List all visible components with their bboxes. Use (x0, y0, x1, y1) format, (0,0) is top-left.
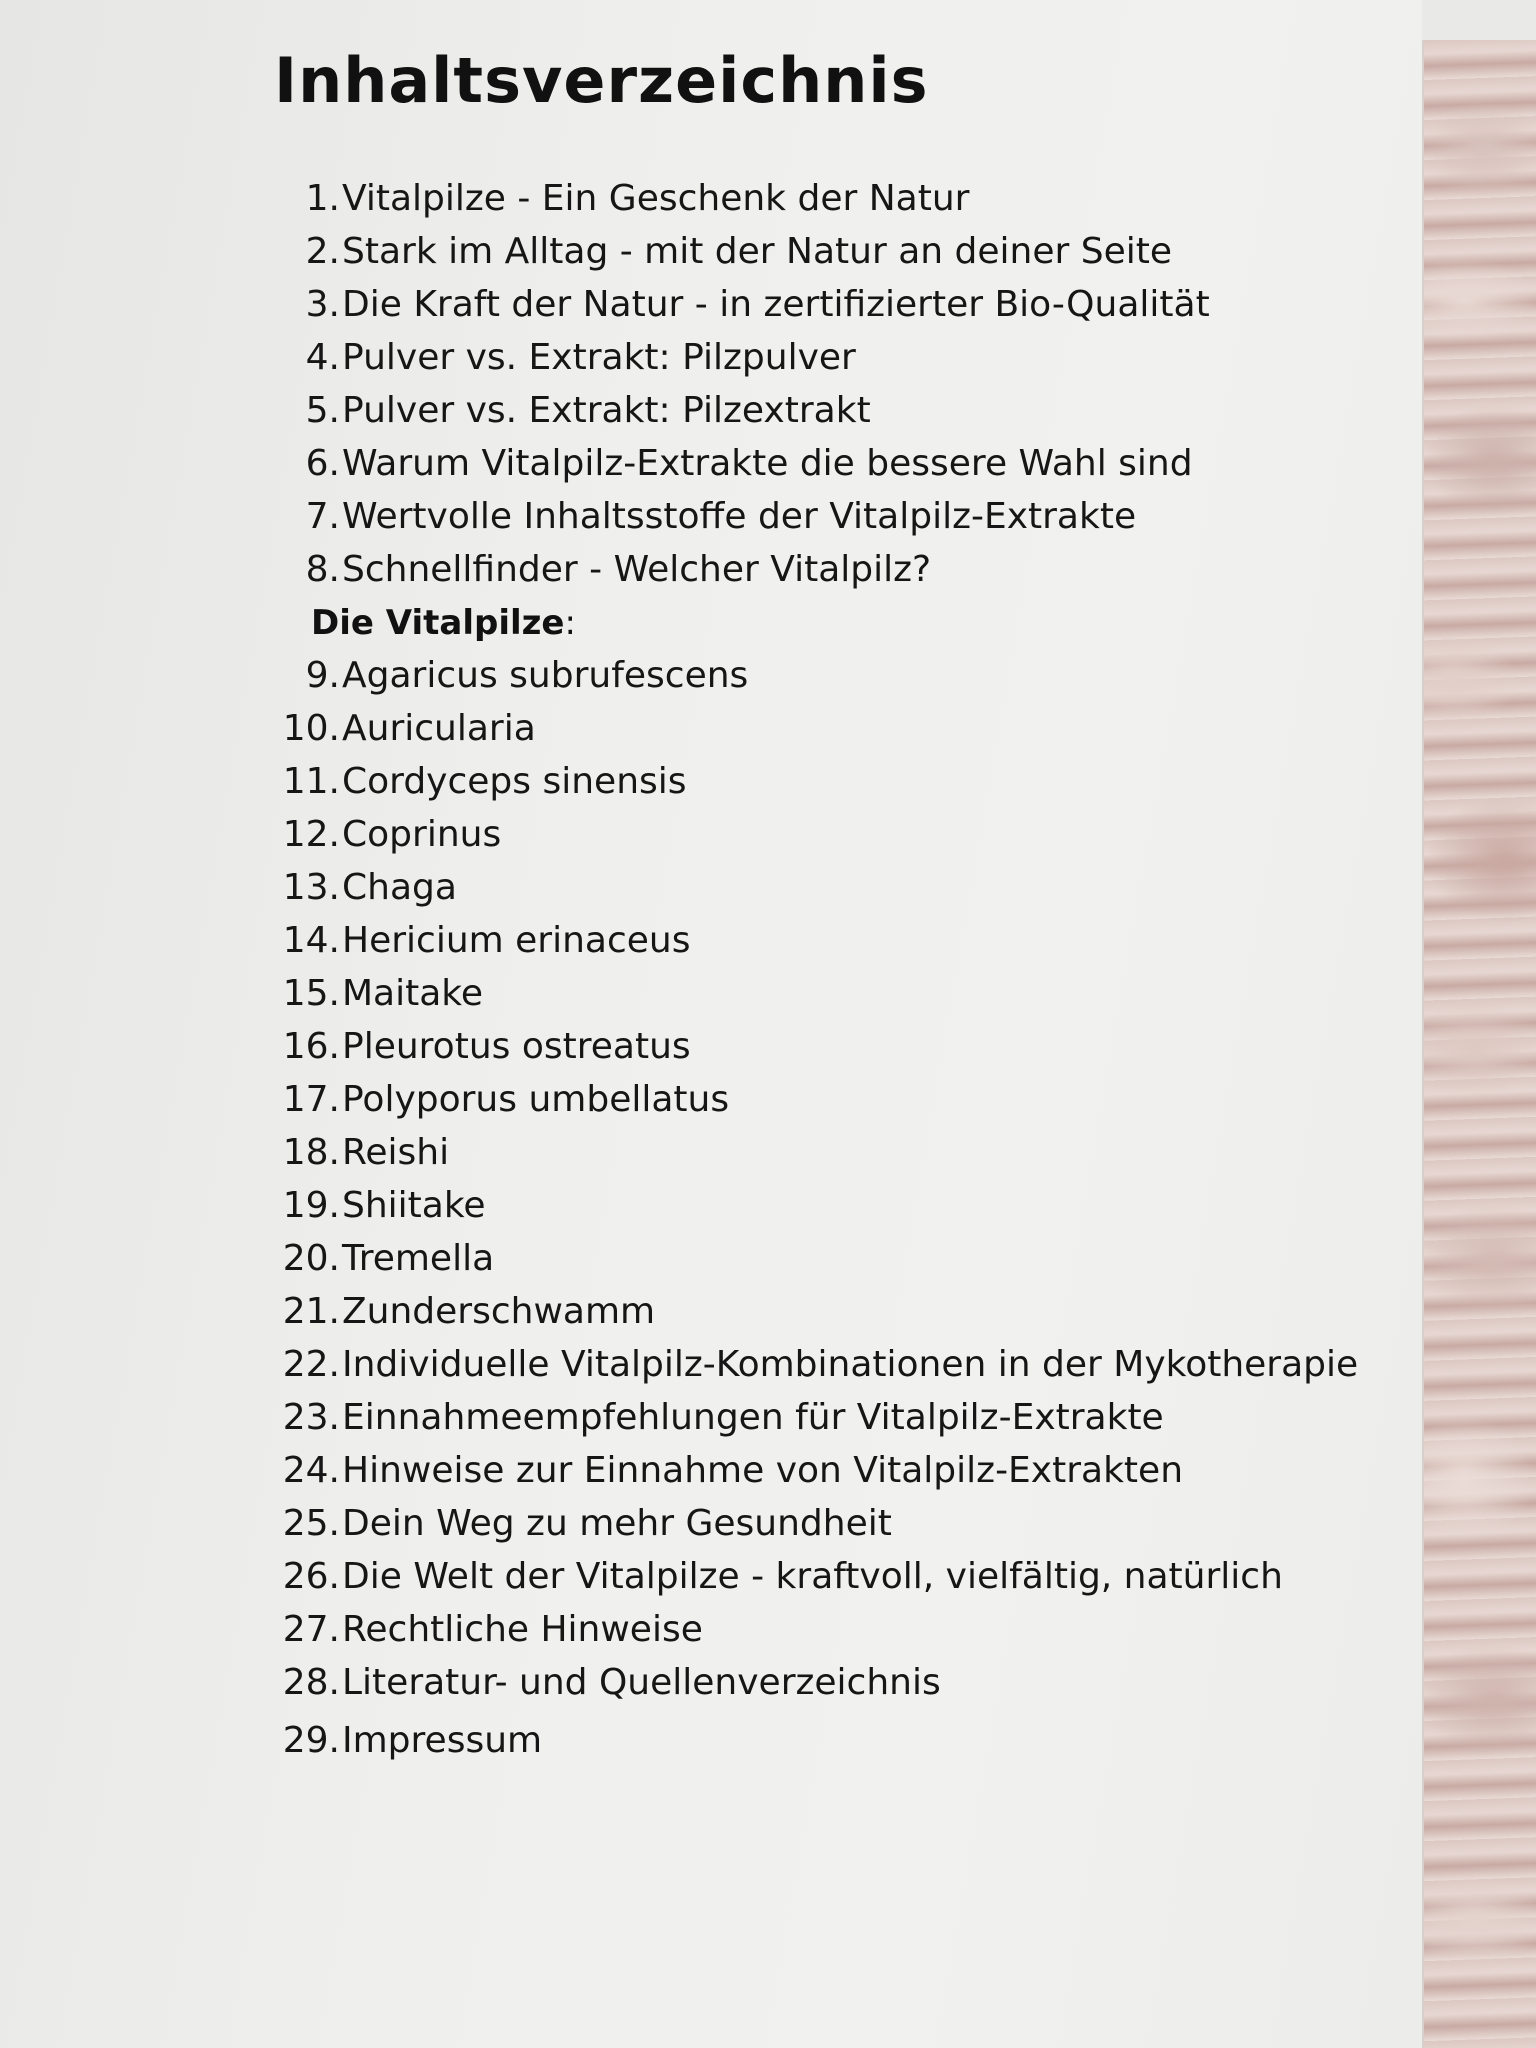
toc-entry-number-wrap (0, 1289, 340, 1335)
mushroom-photo-strip (1422, 40, 1536, 2048)
toc-entry-title: Zunderschwamm (342, 1291, 656, 1332)
page-title: Inhaltsverzeichnis (274, 44, 929, 117)
toc-entry-number-wrap (0, 494, 340, 540)
toc-entry-number-wrap (0, 1448, 340, 1494)
toc-entry-title: Cordyceps sinensis (342, 761, 687, 802)
toc-entry-number-wrap (0, 547, 340, 593)
toc-entry-title: Shiitake (342, 1185, 486, 1226)
toc-entry-number-wrap (0, 865, 340, 911)
toc-entry-number: 19. (282, 1185, 340, 1226)
toc-entry-title: Hinweise zur Einnahme von Vitalpilz-Extrakten (342, 1450, 1184, 1491)
toc-entry-number: 16. (282, 1026, 340, 1067)
toc-entry-number: 25. (282, 1503, 340, 1544)
toc-entry-number: 8. (305, 549, 340, 590)
toc-entry-number-wrap (0, 176, 340, 222)
toc-entry-number: 23. (282, 1397, 340, 1438)
toc-entry-number: 1. (305, 178, 340, 219)
toc-entry-number-wrap (0, 1554, 340, 1600)
toc-entry-number: 17. (282, 1079, 340, 1120)
toc-entry-number-wrap (0, 1236, 340, 1282)
toc-entry-title: Einnahmeempfehlungen für Vitalpilz-Extrakte (342, 1397, 1164, 1438)
toc-entry-title: Polyporus umbellatus (342, 1079, 730, 1120)
toc-entry-title: Coprinus (342, 814, 502, 855)
toc-entry-number-wrap (0, 335, 340, 381)
toc-entry-number: 15. (282, 973, 340, 1014)
toc-entry-number: 7. (305, 496, 340, 537)
toc-entry-number: 9. (305, 655, 340, 696)
toc-entry-title: Hericium erinaceus (342, 920, 691, 961)
toc-entry-title: Agaricus subrufescens (342, 655, 749, 696)
toc-entry-number-wrap (0, 1024, 340, 1070)
toc-entry-title: Schnellfinder - Welcher Vitalpilz? (342, 549, 932, 590)
section-heading-colon: : (564, 603, 576, 643)
toc-entry-number-wrap (0, 388, 340, 434)
toc-entry-number-wrap (0, 706, 340, 752)
toc-entry-title: Vitalpilze - Ein Geschenk der Natur (342, 178, 970, 219)
toc-entry-number-wrap (0, 1501, 340, 1547)
toc-entry-number: 24. (282, 1450, 340, 1491)
toc-entry-number-wrap (0, 1130, 340, 1176)
toc-entry-number: 18. (282, 1132, 340, 1173)
toc-entry-number-wrap (0, 653, 340, 699)
toc-entry-number: 4. (305, 337, 340, 378)
toc-entry-number: 12. (282, 814, 340, 855)
toc-entry-title: Literatur- und Quellenverzeichnis (342, 1662, 941, 1703)
toc-entry-title: Pleurotus ostreatus (342, 1026, 691, 1067)
toc-entry-title: Impressum (342, 1720, 543, 1761)
toc-entry-title: Rechtliche Hinweise (342, 1609, 703, 1650)
toc-entry-number: 5. (305, 390, 340, 431)
toc-entry-title: Maitake (342, 973, 484, 1014)
toc-entry-number-wrap (0, 918, 340, 964)
section-heading (311, 600, 576, 646)
toc-entry-title: Pulver vs. Extrakt: Pilzpulver (342, 337, 856, 378)
toc-entry-number: 6. (305, 443, 340, 484)
toc-entry-title: Tremella (342, 1238, 495, 1279)
toc-entry-number-wrap (0, 971, 340, 1017)
toc-entry-title: Die Kraft der Natur - in zertifizierter Bio-Qualität (342, 284, 1210, 325)
toc-entry-number: 27. (282, 1609, 340, 1650)
toc-entry-number-wrap (0, 1607, 340, 1653)
toc-entry-title: Die Welt der Vitalpilze - kraftvoll, vielfältig, natürlich (342, 1556, 1283, 1597)
toc-entry-number: 26. (282, 1556, 340, 1597)
toc-entry-title: Wertvolle Inhaltsstoffe der Vitalpilz-Extrakte (342, 496, 1137, 537)
toc-entry-number: 14. (282, 920, 340, 961)
toc-entry-title: Pulver vs. Extrakt: Pilzextrakt (342, 390, 871, 431)
toc-entry-title: Stark im Alltag - mit der Natur an deiner Seite (342, 231, 1173, 272)
toc-entry-number-wrap (0, 759, 340, 805)
toc-entry-number-wrap (0, 1660, 340, 1706)
toc-entry-title: Individuelle Vitalpilz-Kombinationen in der Mykotherapie (342, 1344, 1359, 1385)
toc-entry-number: 22. (282, 1344, 340, 1385)
toc-entry-number-wrap (0, 441, 340, 487)
toc-entry-title: Chaga (342, 867, 457, 908)
toc-entry-number-wrap (0, 1395, 340, 1441)
toc-entry-number: 10. (282, 708, 340, 749)
toc-entry-title: Dein Weg zu mehr Gesundheit (342, 1503, 892, 1544)
toc-entry-number: 11. (282, 761, 340, 802)
toc-entry-number: 29. (282, 1720, 340, 1761)
toc-entry-number: 28. (282, 1662, 340, 1703)
toc-entry-title: Auricularia (342, 708, 536, 749)
section-heading-text: Die Vitalpilze (311, 603, 565, 643)
toc-entry-number: 2. (305, 231, 340, 272)
toc-entry-title: Reishi (342, 1132, 450, 1173)
toc-entry-number-wrap (0, 1183, 340, 1229)
toc-entry-number: 20. (282, 1238, 340, 1279)
toc-entry-number-wrap (0, 812, 340, 858)
toc-entry-number-wrap (0, 1718, 340, 1764)
toc-entry-title: Warum Vitalpilz-Extrakte die bessere Wahl sind (342, 443, 1193, 484)
toc-entry-number-wrap (0, 1077, 340, 1123)
toc-entry-number: 21. (282, 1291, 340, 1332)
toc-entry-number: 3. (305, 284, 340, 325)
toc-entry-number: 13. (282, 867, 340, 908)
toc-entry-number-wrap (0, 282, 340, 328)
toc-entry-number-wrap (0, 229, 340, 275)
toc-entry-number-wrap (0, 1342, 340, 1388)
